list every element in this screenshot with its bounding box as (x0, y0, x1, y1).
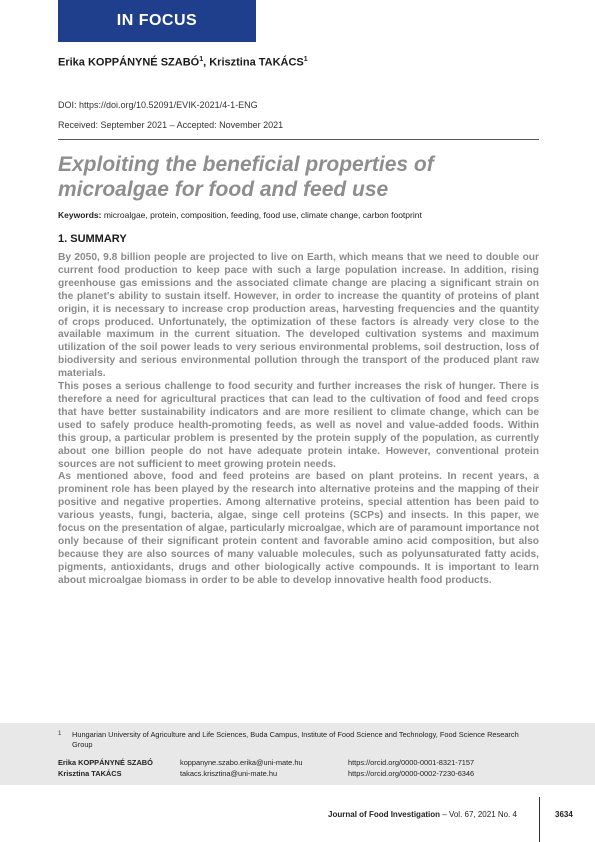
paragraph: By 2050, 9.8 billion people are projected to live on Earth, which means that we need to double our current food production to keep pace with such a large population increase. In addition, rising greenhouse gas emissions and the associated climate change are placing a significant strain on the planet's ability to sustain itself. However, in order to increase the quantity of proteins of plant origin, it is necessary to increase crop production areas, harvesting frequencies and the quantity of crops produced. Unfortunately, the optimization of these factors is already very close to the available maximum in the current situation. The developed cultivation systems and maximum utilization of the soil power leads to very serious environmental problems, soil destruction, loss of biodiversity and serious environmental pollution through the transport of the produced plant raw materials. (58, 252, 539, 380)
contact-orcid[interactable]: https://orcid.org/0000-0001-8321-7157 (348, 758, 475, 767)
section-heading: 1. SUMMARY (58, 233, 127, 245)
contact-row (58, 769, 518, 780)
paragraph: As mentioned above, food and feed proteins are based on plant proteins. In recent years, a prominent role has been played by the research into alternative proteins and the mapping of their positive and negative properties. Among alternative proteins, special attention has been paid to various yeasts, fungi, bacteria, algae, singe cell proteins (SCPs) and insects. In this paper, we focus on the presentation of algae, particularly microalgae, which are of paramount importance not only because of their significant protein content and favorable amino acid composition, but also because they are also sources of many valuable molecules, such as polyunsaturated fatty acids, pigments, antioxidants, drugs and other biologically active compounds. It is important to learn about microalgae biomass in order to be able to develop innovative health food products. (58, 471, 539, 586)
author-2-affiliation: 1 (303, 56, 308, 63)
contact-email[interactable]: koppanyne.szabo.erika@uni-mate.hu (180, 758, 303, 767)
author-2: Krisztina TAKÁCS (209, 56, 304, 69)
received-accepted: Received: September 2021 – Accepted: November 2021 (58, 120, 284, 130)
article-title: Exploiting the beneficial properties of microalgae for food and feed use (58, 153, 434, 201)
contact-name: Erika KOPPÁNYNÉ SZABÓ (58, 758, 153, 767)
journal-citation (328, 810, 517, 819)
journal-name: Journal of Food Investigation (328, 810, 441, 819)
summary-body (58, 252, 539, 588)
author-separator: , (203, 56, 210, 69)
keywords (58, 210, 422, 220)
contact-name: Krisztina TAKÁCS (58, 768, 122, 778)
paragraph: This poses a serious challenge to food security and further increases the risk of hunger. There is therefore a need for agricultural practices that can lead to the cultivation of food and feed crops that have better sustainability indicators and are more resilient to climate change, which can be used to safely produce health-promoting feeds, as well as novel and value-added foods. Within this group, a particular problem is presented by the protein supply of the population, as currently about one billion people do not have adequate protein intake. However, conventional protein sources are not sufficient to meet growing protein needs. (58, 381, 539, 470)
contact-row (58, 758, 518, 769)
author-contacts (58, 758, 518, 779)
keywords-text: microalgae, protein, composition, feeding, food use, climate change, carbon footprint (101, 210, 422, 220)
section-banner: IN FOCUS (58, 0, 256, 42)
page-number: 3634 (555, 810, 573, 819)
footnote-text: Hungarian University of Agriculture and Life Sciences, Buda Campus, Institute of Food Science and Technology, Food Science Research Group (72, 730, 519, 749)
footer-divider (539, 797, 540, 842)
header-divider (58, 139, 539, 140)
journal-issue: – Vol. 67, 2021 No. 4 (440, 810, 517, 819)
contact-email[interactable]: takacs.krisztina@uni-mate.hu (180, 768, 278, 778)
contact-orcid[interactable]: https://orcid.org/0000-0002-7230-6346 (348, 768, 475, 778)
author-line (58, 56, 308, 69)
author-1-affiliation: 1 (199, 56, 204, 63)
keywords-label: Keywords: (58, 210, 102, 220)
author-1: Erika KOPPÁNYNÉ SZABÓ (58, 56, 200, 69)
footnote-number: 1 (58, 731, 62, 737)
doi[interactable]: DOI: https://doi.org/10.52091/EVIK-2021/4-1-ENG (58, 100, 258, 110)
